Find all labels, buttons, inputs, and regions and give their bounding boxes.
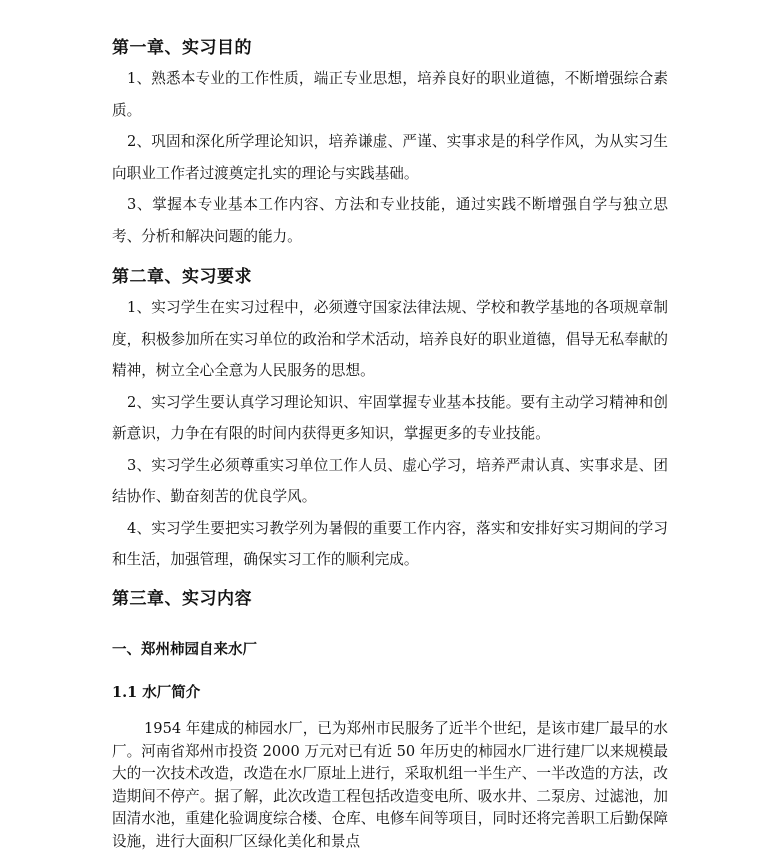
chapter-2-item-1: 1、实习学生在实习过程中，必须遵守国家法律法规、学校和教学基地的各项规章制度，积极参加所在实习单位的政治和学术活动，培养良好的职业道德，倡导无私奉献的精神，树立全心全意为人民服务的思想。 bbox=[112, 299, 668, 379]
chapter-1-body bbox=[112, 63, 668, 252]
chapter-1-item-1: 1、熟悉本专业的工作性质，端正专业思想，培养良好的职业道德，不断增强综合素质。 bbox=[112, 70, 668, 119]
section-1-title: 一、郑州柿园自来水厂 bbox=[112, 642, 257, 658]
chapter-2-item-3: 3、实习学生必须尊重实习单位工作人员、虚心学习，培养严肃认真、实事求是、团结协作、勤奋刻苦的优良学风。 bbox=[112, 456, 668, 505]
chapter-2-title: 第二章、实习要求 bbox=[112, 267, 252, 287]
chapter-1-title: 第一章、实习目的 bbox=[112, 38, 252, 58]
chapter-2-body bbox=[112, 292, 668, 576]
chapter-1-item-3: 3、掌握本专业基本工作内容、方法和专业技能，通过实践不断增强自学与独立思考、分析和解决问题的能力。 bbox=[112, 196, 668, 245]
chapter-2-item-2: 2、实习学生要认真学习理论知识、牢固掌握专业基本技能。要有主动学习精神和创新意识，力争在有限的时间内获得更多知识，掌握更多的专业技能。 bbox=[112, 393, 668, 442]
subsection-1-1-paragraph: 1954 年建成的柿园水厂，已为郑州市民服务了近半个世纪，是该市建厂最早的水厂。河南省郑州市投资 2000 万元对已有近 50 年历史的柿园水厂进行建厂以来规模最大的一次技术改造，改造在水厂原址上进行，采取机组一半生产、一半改造的方法，改造期间不停产。据了解，此次改造工程包括改造变电所、吸水井、二泵房、过滤池，加固清水池，重建化验调度综合楼、仓库、电修车间等项目，同时还将完善职工后勤保障设施，进行大面积厂区绿化美化和景点 bbox=[112, 720, 668, 850]
chapter-3-title: 第三章、实习内容 bbox=[112, 589, 252, 609]
chapter-2-item-4: 4、实习学生要把实习教学列为暑假的重要工作内容，落实和安排好实习期间的学习和生活，加强管理，确保实习工作的顺利完成。 bbox=[112, 519, 668, 568]
chapter-1-item-2: 2、巩固和深化所学理论知识，培养谦虚、严谨、实事求是的科学作风，为从实习生向职业工作者过渡奠定扎实的理论与实践基础。 bbox=[112, 133, 668, 182]
subsection-1-1-title: 1.1 水厂简介 bbox=[112, 684, 201, 701]
